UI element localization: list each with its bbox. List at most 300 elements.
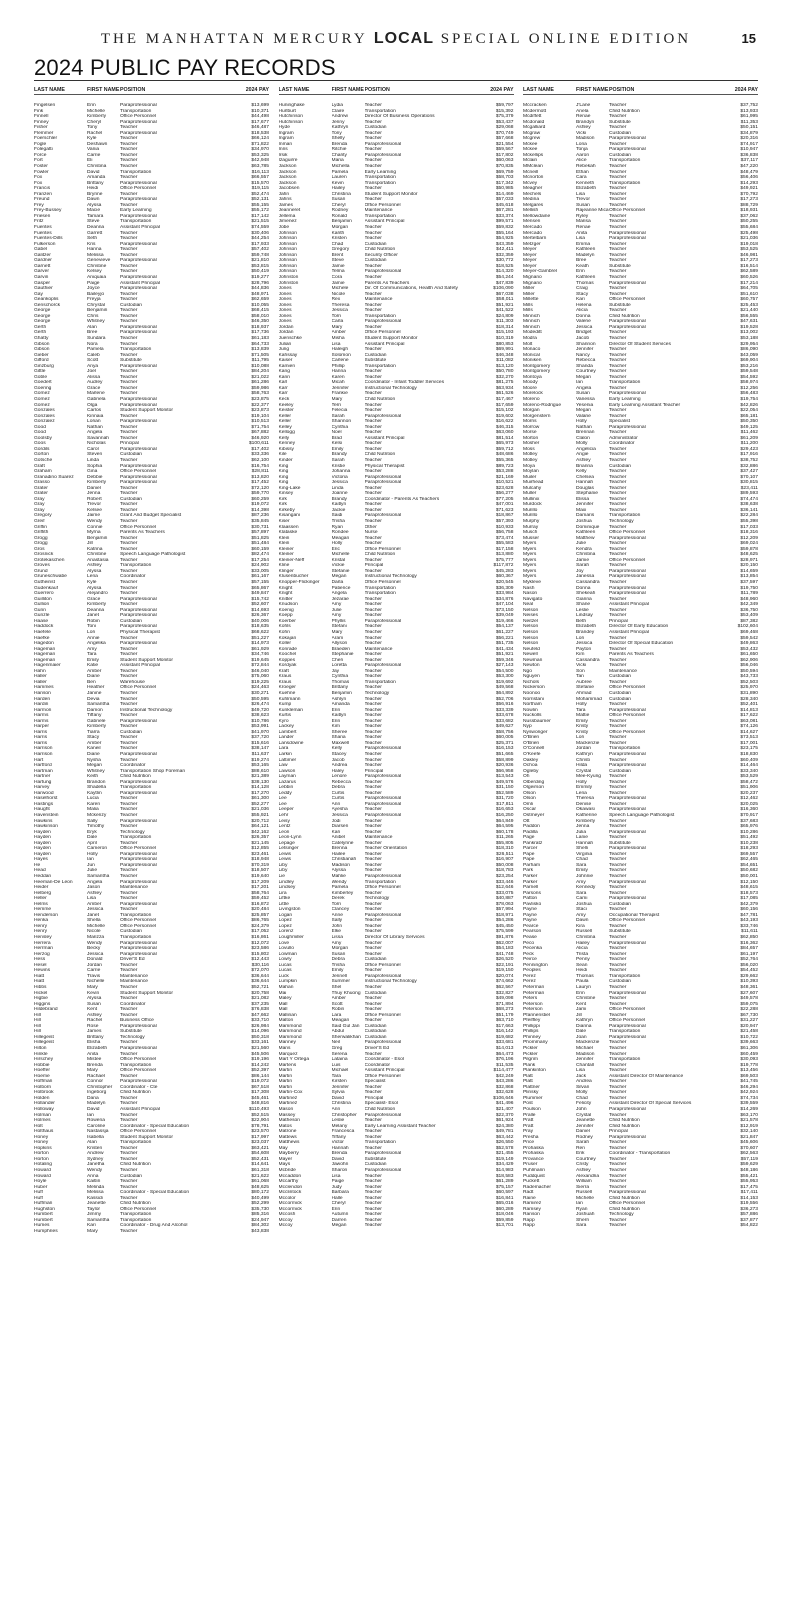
cell-pay: $14,153 xyxy=(740,1195,758,1201)
cell-position: Teacher xyxy=(120,158,138,164)
cell-position: Office Personnel xyxy=(609,208,646,214)
cell-pay: $55,164 xyxy=(495,230,514,236)
cell-first-name: Frankie xyxy=(331,391,348,397)
cell-position: Assistant Principal xyxy=(120,663,160,669)
cell-position: Child Nutrition xyxy=(609,1118,640,1124)
cell-pay: $61,526 xyxy=(495,391,514,397)
cell-last-name: Peck xyxy=(523,951,534,957)
cell-last-name: Horton xyxy=(34,1156,49,1162)
cell-last-name: Meyer xyxy=(523,252,537,258)
cell-position: Teacher xyxy=(364,236,382,242)
cell-pay: $17,158 xyxy=(495,546,514,552)
cell-first-name: Payton xyxy=(576,646,592,652)
cell-position: Transportation xyxy=(364,175,396,181)
cell-last-name: Lara xyxy=(278,746,289,752)
cell-position: Teacher xyxy=(609,469,627,475)
cell-position: Teacher xyxy=(609,851,627,857)
cell-first-name: Ryan xyxy=(331,524,343,530)
cell-position: Teacher xyxy=(364,696,382,702)
cell-first-name: Joy xyxy=(576,568,584,574)
cell-last-name: Hageman xyxy=(34,657,56,663)
cell-pay: $48,816 xyxy=(251,1101,269,1107)
cell-pay: $30,116 xyxy=(251,962,269,968)
cell-pay: $47,839 xyxy=(495,280,514,286)
cell-pay: $55,805 xyxy=(495,840,514,846)
cell-first-name: Helena xyxy=(576,302,592,308)
cell-pay: $11,462 xyxy=(740,430,758,436)
cell-position: Teacher xyxy=(609,219,627,225)
cell-first-name: Bridget xyxy=(576,330,592,336)
cell-pay: $22,288 xyxy=(740,1007,758,1013)
cell-first-name: Stacey xyxy=(331,751,347,757)
cell-last-name: Morris xyxy=(523,419,537,425)
cell-last-name: Hutchinson xyxy=(278,114,303,120)
cell-first-name: Alyssa xyxy=(87,585,102,591)
cell-pay: $59,346 xyxy=(495,657,514,663)
cell-position: Teacher xyxy=(609,507,627,513)
cell-last-name: Jobe xyxy=(278,225,290,231)
cell-pay: $17,085 xyxy=(740,896,758,902)
cell-last-name: Irsik xyxy=(278,152,288,158)
cell-first-name: Ashley xyxy=(87,1012,102,1018)
cell-position: Office Personnel xyxy=(364,546,401,552)
cell-position: Business Office xyxy=(120,1018,154,1024)
cell-pay: $52,706 xyxy=(495,696,514,702)
cell-last-name: Johnson xyxy=(278,230,297,236)
cell-position: Office Personnel xyxy=(609,729,646,735)
cell-position: Coordinator - Esol xyxy=(364,1057,404,1063)
cell-first-name: Anita xyxy=(87,1051,99,1057)
cell-position: Office Personnel xyxy=(120,186,157,192)
cell-position: Teacher xyxy=(364,613,382,619)
cell-first-name: Jill xyxy=(87,541,93,547)
cell-first-name: J'Lane xyxy=(576,103,591,108)
cell-pay: $33,746 xyxy=(740,923,758,929)
cell-position: Principal xyxy=(364,563,384,569)
cell-pay: $32,868 xyxy=(495,1084,514,1090)
cell-first-name: Chad xyxy=(576,857,588,863)
cell-position: Teacher xyxy=(609,1173,627,1179)
cell-first-name: Christopher xyxy=(331,1112,357,1118)
cell-last-name: Morelock xyxy=(523,391,543,397)
cell-first-name: Alyssa xyxy=(331,868,346,874)
cell-pay: $85,316 xyxy=(251,1212,269,1218)
cell-last-name: Mercado xyxy=(523,230,543,236)
cell-last-name: Inns xyxy=(278,147,288,153)
cell-pay: $60,259 xyxy=(251,496,269,502)
cell-position: Teacher xyxy=(364,824,382,830)
cell-first-name: Sundara xyxy=(87,335,106,341)
cell-last-name: Nash xyxy=(523,585,535,591)
cell-pay: $53,288 xyxy=(495,469,514,475)
cell-position: Teacher xyxy=(364,807,382,813)
cell-last-name: Friesen xyxy=(34,213,51,219)
cell-last-name: Jung xyxy=(278,347,290,353)
cell-last-name: Kline xyxy=(278,563,290,569)
cell-last-name: Gerth xyxy=(34,324,47,330)
cell-pay: $20,712 xyxy=(251,818,269,824)
cell-last-name: Hillegeist xyxy=(34,1040,54,1046)
cell-last-name: Parham xyxy=(523,862,541,868)
cell-last-name: Morrow xyxy=(523,424,540,430)
cell-last-name: Myers xyxy=(523,546,537,552)
cell-position: Teacher xyxy=(364,446,382,452)
cell-pay: $27,607 xyxy=(740,990,758,996)
cell-last-name: Leisy xyxy=(278,818,290,824)
cell-pay: $72,844 xyxy=(251,663,269,669)
cell-position: Paraprofessional xyxy=(364,152,402,158)
cell-pay: $10,286 xyxy=(740,829,758,835)
cell-last-name: Moya xyxy=(523,463,535,469)
cell-position: Transportation xyxy=(120,835,152,841)
cell-pay: $17,342 xyxy=(495,180,514,186)
cell-pay: $17,659 xyxy=(495,402,514,408)
cell-position: Teacher xyxy=(364,1184,382,1190)
cell-first-name: Joshua xyxy=(576,519,592,525)
cell-pay: $50,350 xyxy=(740,419,758,425)
cell-first-name: Theresa xyxy=(576,796,594,802)
cell-first-name: Wendy xyxy=(87,940,103,946)
cell-last-name: Neal xyxy=(523,602,534,608)
cell-pay: $67,038 xyxy=(495,291,514,297)
cell-last-name: Gruneschwabe xyxy=(34,574,67,580)
cell-first-name: Cynthia xyxy=(331,674,349,680)
cell-position: Paraprofessional xyxy=(364,513,402,519)
cell-pay: $44,498 xyxy=(251,114,269,120)
cell-position: Teacher xyxy=(120,502,138,508)
cell-first-name: Amber xyxy=(331,996,346,1002)
cell-pay: $19,778 xyxy=(740,1062,758,1068)
cell-first-name: Jun xyxy=(87,862,95,868)
cell-position: Paraprofessional xyxy=(609,319,646,325)
cell-position: Coordinator xyxy=(120,574,146,580)
cell-first-name: Kent xyxy=(576,1001,587,1007)
cell-last-name: Matthews xyxy=(278,1140,300,1146)
cell-last-name: Freund xyxy=(34,197,50,203)
cell-position: Teacher xyxy=(120,252,138,258)
cell-position: Custodian xyxy=(364,1023,387,1029)
cell-last-name: Juenschke xyxy=(278,335,302,341)
cell-pay: $18,583 xyxy=(495,1173,514,1179)
cell-first-name: Diane xyxy=(87,674,100,680)
cell-last-name: Modeditt xyxy=(523,330,542,336)
cell-first-name: Ashlyn xyxy=(331,696,347,702)
cell-last-name: Humphries xyxy=(34,1229,58,1235)
cell-pay: $16,113 xyxy=(251,169,269,175)
cell-position: Teacher xyxy=(609,957,627,963)
cell-last-name: Gullion xyxy=(34,602,50,608)
cell-last-name: Ogleby xyxy=(523,768,539,774)
cell-first-name: Andrea xyxy=(331,763,348,769)
cell-first-name: Elisha xyxy=(87,1040,101,1046)
cell-position: Office Personnel xyxy=(364,1073,401,1079)
cell-last-name: Gieber xyxy=(34,352,49,358)
cell-pay: $65,016 xyxy=(495,1201,514,1207)
cell-pay: $25,498 xyxy=(740,230,758,236)
cell-first-name: Ann xyxy=(331,1106,341,1112)
cell-pay: $59,452 xyxy=(251,896,269,902)
cell-first-name: Deshawn xyxy=(87,141,108,147)
cell-last-name: Nichols xyxy=(523,679,540,685)
cell-last-name: Nyswonger xyxy=(523,729,548,735)
cell-pay: $71,623 xyxy=(495,507,514,513)
cell-first-name: Elke xyxy=(331,929,342,935)
cell-last-name: Mall xyxy=(278,1007,288,1013)
cell-pay: $18,635 xyxy=(251,624,269,630)
cell-position: Teacher xyxy=(364,158,382,164)
cell-last-name: Oscar xyxy=(523,807,537,813)
cell-first-name: Silvan xyxy=(576,1084,590,1090)
cell-pay: $54,592 xyxy=(740,374,758,380)
cell-position: Teacher xyxy=(364,901,382,907)
cell-position: Child Nutrition xyxy=(609,1123,640,1129)
cell-pay: $12,462 xyxy=(740,796,758,802)
cell-last-name: Harms xyxy=(34,718,49,724)
cell-first-name: Robert xyxy=(87,496,102,502)
cell-last-name: Martin xyxy=(278,1068,293,1074)
cell-position: Custodian xyxy=(609,152,632,158)
cell-first-name: Brandon xyxy=(87,779,106,785)
header-first-name: FIRST NAME xyxy=(331,87,364,93)
cell-first-name: Dana xyxy=(87,1095,99,1101)
cell-pay: $36,750 xyxy=(740,607,758,613)
cell-position: Substitute xyxy=(609,840,631,846)
cell-first-name: Hailey xyxy=(576,940,590,946)
cell-position: Child Nutrition xyxy=(609,313,640,319)
cell-last-name: Goble xyxy=(34,374,48,380)
cell-last-name: Huffman xyxy=(34,1201,53,1207)
cell-position: Paraprofessional xyxy=(609,1106,646,1112)
cell-position: Teacher xyxy=(120,335,138,341)
cell-pay: $30,271 xyxy=(251,690,269,696)
cell-pay: $20,237 xyxy=(740,790,758,796)
cell-first-name: Barbara xyxy=(331,1190,349,1196)
cell-last-name: Higgins xyxy=(34,1001,51,1007)
cell-first-name: Caroline xyxy=(87,1123,106,1129)
cell-first-name: Holly xyxy=(331,541,343,547)
cell-position: Teacher xyxy=(609,962,627,968)
cell-first-name: Donna xyxy=(576,585,591,591)
cell-first-name: Leslie xyxy=(576,607,589,613)
cell-position: Paraprofessional xyxy=(364,774,402,780)
cell-first-name: Joyce xyxy=(87,286,100,292)
cell-pay: $22,370 xyxy=(495,1112,514,1118)
cell-last-name: Mosher xyxy=(523,441,540,447)
cell-pay: $61,650 xyxy=(740,652,758,658)
cell-first-name: Solomon xyxy=(331,352,351,358)
cell-first-name: Angie xyxy=(576,452,589,458)
cell-position: Student Support Monitor xyxy=(120,990,174,996)
cell-first-name: Janet xyxy=(87,613,99,619)
cell-position: Teacher xyxy=(364,674,382,680)
cell-position: Teacher xyxy=(120,907,138,913)
cell-pay: $57,119 xyxy=(740,1156,758,1162)
cell-last-name: Moody xyxy=(523,380,538,386)
cell-pay: $88,729 xyxy=(740,202,758,208)
cell-last-name: Pankratz xyxy=(523,840,543,846)
cell-pay: $17,201 xyxy=(251,885,269,891)
cell-pay: $14,464 xyxy=(740,763,758,769)
cell-position: Teacher xyxy=(120,690,138,696)
cell-last-name: Jellema xyxy=(278,213,296,219)
cell-pay: $15,616 xyxy=(251,740,269,746)
cell-position: Teacher xyxy=(120,1195,138,1201)
cell-position: Teacher xyxy=(364,707,382,713)
cell-first-name: Jenna xyxy=(87,491,101,497)
cell-last-name: Mullinix xyxy=(523,496,540,502)
cell-pay: $46,040 xyxy=(251,668,269,674)
cell-first-name: Valerie xyxy=(576,319,591,325)
cell-pay: $19,602 xyxy=(495,413,514,419)
cell-first-name: Stephanie xyxy=(331,652,354,658)
cell-position: Teacher xyxy=(120,535,138,541)
cell-first-name: Kaytlin xyxy=(87,790,102,796)
cell-position: Custodian xyxy=(364,125,387,131)
cell-position: Teacher xyxy=(609,496,627,502)
cell-pay: $56,483 xyxy=(740,391,758,397)
cell-last-name: Myers xyxy=(523,574,537,580)
cell-last-name: Ghatty xyxy=(34,335,49,341)
cell-first-name: Lenore xyxy=(331,774,347,780)
cell-position: Early Learning xyxy=(120,208,152,214)
cell-last-name: Hart xyxy=(34,757,44,763)
cell-pay: $60,409 xyxy=(740,757,758,763)
cell-last-name: Honey xyxy=(34,1140,49,1146)
cell-position: Technology xyxy=(609,519,634,525)
cell-last-name: Malton xyxy=(278,1018,294,1024)
cell-first-name: Ashley xyxy=(87,890,102,896)
cell-pay: $12,072 xyxy=(251,940,269,946)
cell-position: Teacher xyxy=(609,352,627,358)
cell-last-name: Martin-Cox xyxy=(278,1090,303,1096)
cell-first-name: Erik xyxy=(576,1151,585,1157)
cell-pay: $60,459 xyxy=(740,1051,758,1057)
cell-pay: $52,401 xyxy=(740,702,758,708)
cell-position: Teacher xyxy=(364,779,382,785)
cell-pay: $57,886 xyxy=(740,1212,758,1218)
cell-pay: $16,872 xyxy=(251,901,269,907)
cell-last-name: Minnich xyxy=(523,324,540,330)
cell-pay: $106,646 xyxy=(493,1095,514,1101)
cell-position: Teacher xyxy=(120,297,138,303)
cell-last-name: Keck xyxy=(278,396,290,402)
cell-pay: $63,785 xyxy=(251,164,269,170)
cell-pay: $59,859 xyxy=(495,1217,514,1223)
header-position: POSITION xyxy=(120,87,146,93)
cell-last-name: Moreno-Rodrigue xyxy=(523,402,562,408)
cell-first-name: Andrew xyxy=(87,1151,104,1157)
cell-last-name: Kuehne xyxy=(278,690,296,696)
cell-position: Teacher xyxy=(609,374,627,380)
cell-position: Transportation xyxy=(120,1140,152,1146)
cell-pay: $63,934 xyxy=(495,385,514,391)
cell-first-name: Trevor xyxy=(87,502,101,508)
cell-last-name: Johnson xyxy=(278,236,297,242)
cell-pay: $59,567 xyxy=(495,147,514,153)
cell-position: Teacher xyxy=(120,796,138,802)
cell-pay: $14,242 xyxy=(251,1062,269,1068)
cell-first-name: Scott xyxy=(331,1001,343,1007)
cell-position: Paraprofessional xyxy=(120,419,157,425)
cell-last-name: Fuentes xyxy=(34,230,52,236)
cell-first-name: Claire xyxy=(331,108,345,114)
cell-pay: $63,170 xyxy=(740,1112,758,1118)
cell-last-name: Jones xyxy=(278,302,292,308)
cell-first-name: Shella xyxy=(87,918,101,924)
cell-last-name: Lawson xyxy=(278,768,296,774)
cell-first-name: Shane xyxy=(576,602,591,608)
cell-last-name: Hirschey xyxy=(34,1057,54,1063)
cell-pay: $67,730 xyxy=(740,1012,758,1018)
cell-first-name: Leslie xyxy=(331,1118,345,1124)
cell-first-name: Heather xyxy=(87,685,105,691)
cell-first-name: Alan xyxy=(87,1140,97,1146)
cell-pay: $114,477 xyxy=(493,1068,514,1074)
cell-first-name: Paige xyxy=(331,1179,345,1185)
cell-first-name: Stefanie xyxy=(331,568,350,574)
cell-first-name: Kristal xyxy=(331,557,346,563)
cell-position: Teacher xyxy=(120,585,138,591)
cell-position: Transportation xyxy=(120,785,152,791)
cell-first-name: Erin xyxy=(576,269,585,275)
cell-first-name: Jamie xyxy=(576,557,590,563)
cell-position: Transportation xyxy=(120,347,152,353)
cell-first-name: Lena xyxy=(576,790,587,796)
cell-last-name: Payne xyxy=(523,907,537,913)
cell-pay: $80,172 xyxy=(251,1190,269,1196)
cell-last-name: Ingram xyxy=(278,130,294,136)
cell-position: Teacher xyxy=(609,1140,627,1146)
cell-first-name: Braeden xyxy=(331,646,350,652)
cell-pay: $53,525 xyxy=(740,247,758,253)
cell-position: Teacher xyxy=(120,1101,138,1107)
cell-pay: $56,758 xyxy=(495,530,514,536)
cell-position: Teacher xyxy=(609,1001,627,1007)
cell-position: Custodian xyxy=(609,674,632,680)
cell-pay: $24,463 xyxy=(251,685,269,691)
cell-position: Teacher xyxy=(120,984,138,990)
cell-last-name: Kile xyxy=(278,452,287,458)
cell-last-name: Kirk xyxy=(278,502,287,508)
cell-first-name: Jacob xyxy=(576,335,590,341)
cell-pay: $50,682 xyxy=(740,868,758,874)
cell-first-name: Andrew xyxy=(331,114,349,120)
cell-position: Teacher xyxy=(120,740,138,746)
cell-pay: $13,456 xyxy=(740,1068,758,1074)
cell-first-name: Elissa xyxy=(576,496,590,502)
cell-first-name: Lorian xyxy=(87,419,101,425)
cell-position: Teacher xyxy=(609,824,627,830)
cell-first-name: Lisa xyxy=(87,896,96,902)
cell-last-name: Mcbride xyxy=(278,1168,296,1173)
cell-position: Teacher xyxy=(609,724,627,730)
cell-last-name: Lumpkin xyxy=(278,979,297,985)
cell-pay: $47,781 xyxy=(740,912,758,918)
cell-pay: $51,492 xyxy=(740,835,758,841)
cell-position: Child Nutrition xyxy=(364,452,396,458)
cell-last-name: Mcnorton xyxy=(523,175,544,181)
cell-position: Teacher xyxy=(120,1151,138,1157)
cell-first-name: Olga xyxy=(87,402,98,408)
cell-pay: $31,720 xyxy=(495,796,514,802)
cell-position: Paraprofessional xyxy=(364,663,402,669)
cell-last-name: Knight xyxy=(278,585,293,591)
cell-pay: $54,183 xyxy=(495,946,514,952)
cell-position: Assistant Principal xyxy=(364,341,405,347)
cell-pay: $81,275 xyxy=(495,380,514,386)
cell-position: Teacher xyxy=(120,136,138,142)
cell-last-name: Hagedon xyxy=(34,641,54,647)
